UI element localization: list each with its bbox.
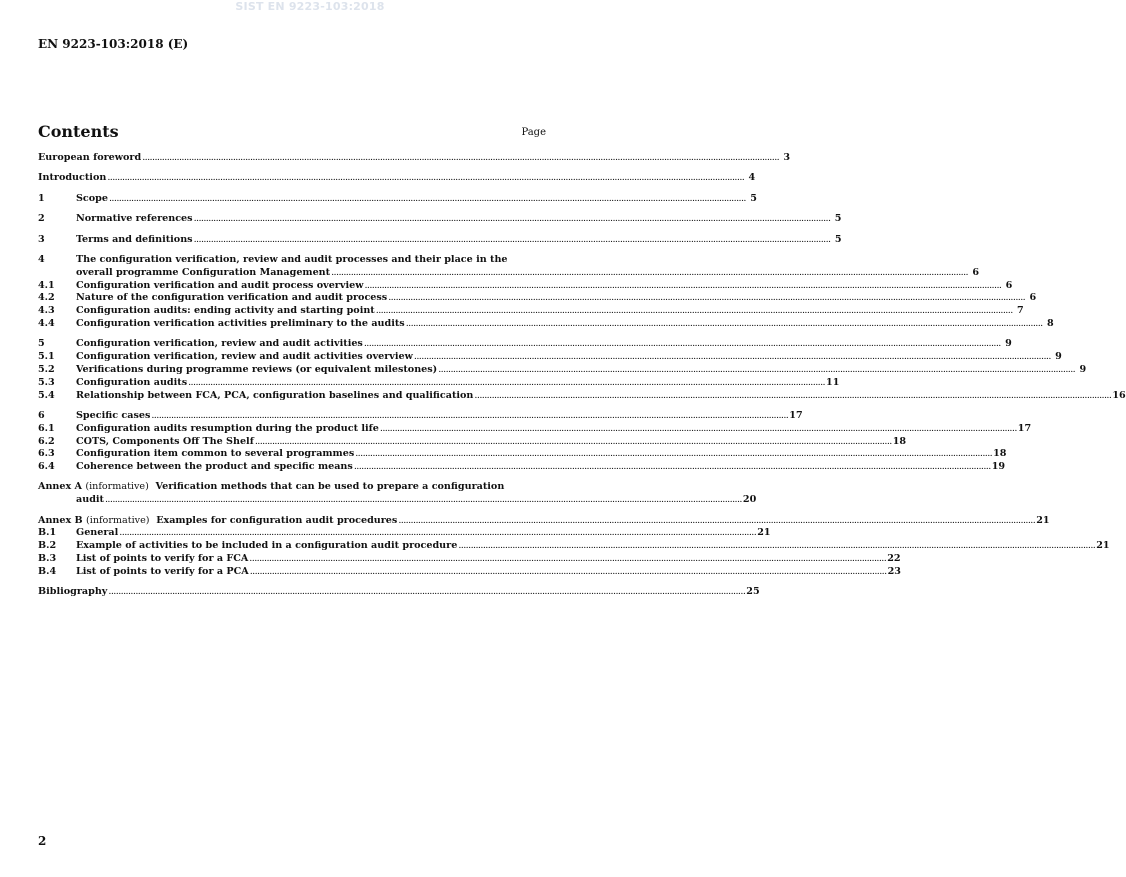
toc-entry-page: 23	[887, 565, 901, 577]
page-title: Contents	[38, 122, 119, 141]
toc-entry-page: 22	[887, 553, 901, 565]
toc-entry-number: 4.3	[38, 305, 55, 317]
leader-dots: ....................................................................................................................................................................................................................................................................	[249, 553, 887, 565]
toc-entry-label: Introduction	[38, 172, 107, 184]
toc-entry-label: Configuration audits resumption during the product life	[76, 422, 379, 434]
toc-entry-page: 6	[1005, 279, 1013, 291]
toc-entry-page: 7	[1016, 305, 1024, 317]
toc-entry-page: 20	[742, 494, 757, 506]
toc-entry-label: Configuration verification and audit process overview	[76, 279, 364, 291]
leader-dots: ....................................................................................................................................................................................................................................................................	[331, 266, 969, 278]
toc-entry-page: 5	[834, 213, 842, 225]
leader-dots: ....................................................................................................................................................................................................................................................................	[249, 565, 887, 577]
toc-entry-foreword[interactable]	[38, 152, 791, 165]
toc-entry-page: 18	[993, 448, 1007, 460]
toc-entry-label: COTS, Components Off The Shelf	[76, 435, 254, 447]
toc-entry-5[interactable]	[38, 338, 1012, 351]
toc-entry-label: General	[76, 527, 119, 539]
toc-entry-b-1[interactable]	[38, 527, 771, 540]
toc-entry-number: 6	[38, 409, 45, 421]
leader-dots: ....................................................................................................................................................................................................................................................................	[108, 192, 746, 204]
toc-entry-number: 5	[38, 338, 45, 350]
table-of-contents	[38, 152, 1126, 599]
toc-entry-label: List of points to verify for a FCA	[76, 553, 249, 565]
toc-entry-page: 16	[1112, 389, 1126, 401]
document-header: EN 9223-103:2018 (E)	[38, 37, 189, 51]
toc-entry-page: 17	[789, 409, 803, 421]
leader-dots: ....................................................................................................................................................................................................................................................................	[458, 540, 1096, 552]
toc-entry-5-4[interactable]	[38, 389, 1126, 403]
page-column-label: Page	[521, 127, 546, 138]
toc-entry-label: Configuration verification activities preliminary to the audits	[76, 317, 405, 329]
watermark: SIST EN 9223-103:2018	[235, 0, 385, 13]
toc-entry-4[interactable]	[38, 253, 980, 280]
leader-dots: ....................................................................................................................................................................................................................................................................	[398, 514, 1036, 526]
leader-dots: ....................................................................................................................................................................................................................................................................	[108, 586, 746, 598]
annex-id: Annex B	[38, 514, 83, 526]
toc-entry-page: 5	[750, 192, 757, 204]
toc-entry-page: 11	[826, 376, 840, 388]
toc-annex-number	[38, 515, 397, 528]
toc-entry-page: 9	[1055, 351, 1062, 363]
toc-entry-annex-a[interactable]	[38, 481, 757, 507]
toc-entry-number: 5.2	[38, 363, 55, 375]
toc-entry-page: 21	[1036, 514, 1050, 526]
toc-entry-6-1[interactable]	[38, 422, 1032, 436]
leader-dots: ....................................................................................................................................................................................................................................................................	[413, 351, 1051, 363]
toc-entry-page: 4	[748, 172, 756, 184]
page-number: 2	[38, 834, 47, 848]
leader-dots: ....................................................................................................................................................................................................................................................................	[119, 527, 757, 539]
toc-entry-label: Scope	[76, 192, 108, 204]
toc-entry-page: 9	[1079, 363, 1087, 375]
toc-entry-6[interactable]	[38, 409, 803, 423]
toc-entry-3[interactable]	[38, 233, 842, 247]
toc-entry-4-4[interactable]	[38, 317, 1054, 331]
toc-entry-label: Specific cases	[76, 409, 151, 421]
toc-entry-number: 6.1	[38, 422, 55, 434]
toc-entry-4-1[interactable]	[38, 279, 1013, 293]
leader-dots: ....................................................................................................................................................................................................................................................................	[405, 317, 1043, 329]
leader-dots: ....................................................................................................................................................................................................................................................................	[388, 292, 1026, 304]
toc-entry-number: 6.4	[38, 461, 55, 473]
toc-entry-page: 6	[1029, 292, 1037, 304]
toc-entry-page: 3	[783, 152, 791, 163]
toc-entry-page: 17	[1017, 422, 1032, 434]
toc-entry-b-2[interactable]	[38, 540, 1110, 553]
toc-entry-label: Example of activities to be included in a configuration audit procedure	[76, 540, 458, 552]
toc-entry-4-3[interactable]	[38, 305, 1024, 318]
toc-entry-6-2[interactable]	[38, 435, 907, 449]
leader-dots: ....................................................................................................................................................................................................................................................................	[188, 376, 826, 388]
toc-entry-label: audit	[76, 494, 104, 506]
toc-entry-number: 5.3	[38, 376, 55, 388]
leader-dots: ....................................................................................................................................................................................................................................................................	[104, 494, 742, 506]
annex-informative: (informative)	[85, 481, 149, 493]
leader-dots: ....................................................................................................................................................................................................................................................................	[353, 461, 991, 473]
toc-entry-4-2[interactable]	[38, 292, 1037, 305]
toc-entry-label: Configuration audits: ending activity and starting point	[76, 305, 375, 317]
toc-entry-6-4[interactable]	[38, 461, 1006, 474]
toc-entry-label: Nature of the configuration verification and audit process	[76, 292, 388, 304]
toc-entry-label: Bibliography	[38, 586, 108, 598]
leader-dots: ....................................................................................................................................................................................................................................................................	[193, 213, 831, 225]
leader-dots: ....................................................................................................................................................................................................................................................................	[151, 409, 789, 421]
toc-entry-label: Coherence between the product and specific means	[76, 461, 353, 473]
toc-entry-b-3[interactable]	[38, 553, 901, 566]
toc-entry-introduction[interactable]	[38, 172, 756, 185]
toc-entry-label: Configuration item common to several programmes	[76, 448, 355, 460]
toc-entry-label: Configuration audits	[76, 376, 188, 388]
toc-entry-annex-b[interactable]	[38, 514, 1050, 528]
toc-entry-number: 4.1	[38, 279, 55, 291]
toc-entry-label-line1: The configuration verification, review and audit processes and their place in the	[76, 253, 508, 265]
toc-entry-number: 4.4	[38, 317, 55, 329]
toc-entry-page: 19	[991, 461, 1006, 473]
toc-entry-page: 8	[1046, 317, 1054, 329]
toc-entry-page: 9	[1005, 338, 1012, 350]
toc-entry-number: B.1	[38, 527, 57, 539]
toc-entry-page: 6	[972, 266, 980, 278]
leader-dots: ....................................................................................................................................................................................................................................................................	[379, 422, 1017, 434]
toc-entry-label-line1: Verification methods that can be used to prepare a configuration	[155, 481, 505, 493]
leader-dots: ....................................................................................................................................................................................................................................................................	[438, 363, 1076, 375]
toc-entry-label: List of points to verify for a PCA	[76, 565, 249, 577]
toc-entry-page: 5	[834, 233, 842, 245]
toc-entry-number: 3	[38, 233, 45, 245]
leader-dots: ....................................................................................................................................................................................................................................................................	[142, 152, 780, 163]
toc-entry-number: 4	[38, 253, 45, 265]
toc-entry-number: 5.1	[38, 351, 55, 363]
toc-entry-page: 21	[757, 527, 771, 539]
toc-entry-label: Configuration verification, review and audit activities overview	[76, 351, 413, 363]
toc-entry-number: 6.3	[38, 448, 55, 460]
leader-dots: ....................................................................................................................................................................................................................................................................	[355, 448, 993, 460]
toc-entry-label: European foreword	[38, 152, 142, 163]
leader-dots: ....................................................................................................................................................................................................................................................................	[254, 435, 892, 447]
leader-dots: ....................................................................................................................................................................................................................................................................	[364, 279, 1002, 291]
toc-entry-5-3[interactable]	[38, 376, 840, 390]
toc-entry-bibliography[interactable]	[38, 586, 760, 599]
leader-dots: ....................................................................................................................................................................................................................................................................	[375, 305, 1013, 317]
annex-id: Annex A	[38, 481, 83, 493]
toc-entry-label: Relationship between FCA, PCA, configuration baselines and qualification	[76, 389, 474, 401]
toc-entry-number: 1	[38, 192, 45, 204]
annex-informative: (informative)	[86, 514, 150, 526]
toc-entry-b-4[interactable]	[38, 565, 901, 579]
toc-entry-label: overall programme Configuration Management	[76, 266, 331, 278]
toc-entry-label: Terms and definitions	[76, 233, 193, 245]
toc-entry-page: 21	[1096, 540, 1110, 552]
toc-entry-number: 5.4	[38, 389, 55, 401]
toc-entry-number: B.4	[38, 565, 57, 577]
leader-dots: ....................................................................................................................................................................................................................................................................	[193, 233, 831, 245]
leader-dots: ....................................................................................................................................................................................................................................................................	[107, 172, 745, 184]
toc-entry-label: Normative references	[76, 213, 193, 225]
toc-entry-5-2[interactable]	[38, 363, 1087, 377]
toc-entry-label: Examples for configuration audit procedures	[156, 514, 398, 526]
toc-entry-1[interactable]	[38, 192, 757, 206]
toc-entry-number: 2	[38, 213, 45, 225]
toc-entry-number: B.2	[38, 540, 57, 552]
toc-entry-label: Verifications during programme reviews (or equivalent milestones)	[76, 363, 438, 375]
toc-entry-2[interactable]	[38, 213, 842, 226]
toc-annex-number	[38, 481, 504, 494]
toc-entry-number: B.3	[38, 553, 57, 565]
leader-dots: ....................................................................................................................................................................................................................................................................	[363, 338, 1001, 350]
toc-entry-6-3[interactable]	[38, 448, 1007, 461]
toc-entry-label: Configuration verification, review and audit activities	[76, 338, 363, 350]
toc-entry-page: 25	[746, 586, 760, 598]
toc-entry-number: 6.2	[38, 435, 55, 447]
toc-entry-page: 18	[892, 435, 907, 447]
leader-dots: ....................................................................................................................................................................................................................................................................	[474, 389, 1112, 401]
toc-entry-5-1[interactable]	[38, 351, 1062, 364]
toc-entry-number: 4.2	[38, 292, 55, 304]
